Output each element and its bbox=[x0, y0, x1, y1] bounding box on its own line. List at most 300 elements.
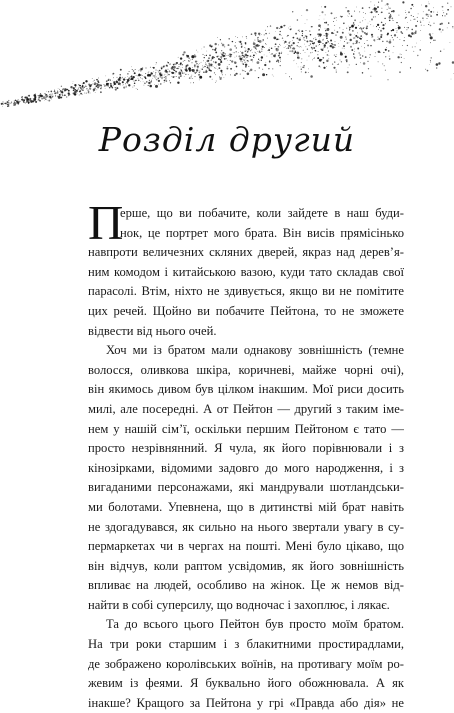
ink-dot bbox=[303, 39, 304, 40]
ink-dot bbox=[392, 20, 393, 21]
ink-dot bbox=[13, 103, 15, 105]
ink-dot bbox=[58, 96, 59, 97]
text-line: відвести від нього очей. bbox=[88, 323, 217, 338]
ink-dot bbox=[302, 33, 303, 34]
ink-dot bbox=[276, 48, 278, 50]
ink-dot bbox=[342, 32, 344, 34]
ink-dot bbox=[287, 44, 288, 45]
ink-dot bbox=[25, 102, 26, 103]
ink-dot bbox=[257, 61, 260, 64]
ink-dot bbox=[436, 63, 439, 66]
ink-dot bbox=[215, 51, 217, 53]
ink-dot bbox=[153, 75, 154, 76]
ink-dot bbox=[298, 67, 299, 68]
ink-dot bbox=[118, 84, 119, 85]
ink-dot bbox=[173, 66, 176, 69]
ink-dot bbox=[97, 79, 98, 80]
ink-dot bbox=[280, 26, 282, 28]
ink-dot bbox=[19, 101, 20, 102]
ink-dot bbox=[403, 40, 404, 41]
ink-dot bbox=[126, 87, 127, 88]
ink-dot bbox=[423, 20, 424, 21]
ink-dot bbox=[104, 85, 105, 86]
ink-dot bbox=[15, 102, 16, 103]
ink-dot bbox=[134, 72, 136, 74]
ink-dot bbox=[276, 27, 278, 29]
ink-dot bbox=[75, 93, 76, 94]
ink-dot bbox=[378, 37, 379, 38]
ink-dot bbox=[229, 64, 230, 65]
ink-dot bbox=[209, 76, 211, 78]
ink-dot bbox=[256, 53, 257, 54]
ink-dot bbox=[54, 90, 55, 91]
ink-dot bbox=[364, 32, 366, 34]
ink-dot bbox=[237, 37, 238, 38]
ink-dot bbox=[351, 49, 353, 51]
ink-dot bbox=[156, 70, 157, 71]
ink-dot bbox=[217, 37, 218, 38]
ink-dot bbox=[27, 102, 28, 103]
ink-dot bbox=[251, 50, 252, 51]
ink-dot bbox=[126, 79, 127, 80]
ink-dot bbox=[164, 77, 165, 78]
ink-dot bbox=[252, 62, 253, 63]
ink-dot bbox=[138, 74, 140, 76]
ink-dot bbox=[292, 11, 293, 12]
ink-dot bbox=[349, 29, 350, 30]
ink-dot bbox=[35, 97, 37, 99]
ink-dot bbox=[195, 66, 196, 67]
ink-dot bbox=[257, 39, 258, 40]
ink-dot bbox=[345, 37, 346, 38]
ink-dot bbox=[258, 77, 259, 78]
ink-dot bbox=[236, 47, 237, 48]
ink-dot bbox=[188, 57, 190, 59]
ink-dot bbox=[384, 65, 385, 66]
ink-dot bbox=[433, 7, 434, 8]
ink-dot bbox=[309, 31, 310, 32]
ink-dot bbox=[223, 55, 225, 57]
ink-dot bbox=[213, 61, 214, 62]
ink-dot bbox=[38, 98, 39, 99]
ink-dot bbox=[224, 46, 225, 47]
ink-dot bbox=[322, 43, 323, 44]
ink-dot bbox=[411, 15, 412, 16]
ink-dot bbox=[408, 11, 410, 13]
ink-dot bbox=[88, 89, 89, 90]
ink-dot bbox=[353, 43, 355, 45]
ink-dot bbox=[311, 41, 313, 43]
ink-dot bbox=[396, 22, 397, 23]
ink-dot bbox=[86, 93, 87, 94]
ink-dot bbox=[277, 39, 279, 41]
ink-dot bbox=[242, 63, 243, 64]
ink-dot bbox=[324, 19, 325, 20]
ink-dot bbox=[139, 69, 140, 70]
ink-dot bbox=[112, 74, 113, 75]
ink-dot bbox=[178, 57, 179, 58]
ink-dot bbox=[391, 30, 392, 31]
ink-dot bbox=[428, 14, 429, 15]
ink-dot bbox=[370, 45, 372, 47]
ink-dot bbox=[82, 83, 83, 84]
ink-dot bbox=[109, 79, 111, 81]
ink-dot bbox=[278, 46, 280, 48]
ink-dot bbox=[182, 54, 184, 56]
ink-dot bbox=[206, 65, 207, 66]
ink-dot bbox=[59, 91, 60, 92]
ink-dot bbox=[389, 20, 391, 22]
ink-dot bbox=[304, 39, 305, 40]
ink-dot bbox=[132, 87, 133, 88]
ink-dot bbox=[413, 16, 414, 17]
ink-dot bbox=[283, 25, 285, 27]
ink-dot bbox=[176, 76, 177, 77]
ink-dot bbox=[378, 38, 380, 40]
ink-dot bbox=[275, 31, 276, 32]
ink-dot bbox=[315, 37, 316, 38]
ink-dot bbox=[123, 85, 124, 86]
ink-dot bbox=[106, 83, 109, 86]
ink-dot bbox=[203, 71, 205, 73]
ink-dot bbox=[334, 61, 335, 62]
ink-dot bbox=[250, 69, 252, 71]
ink-dot bbox=[364, 43, 365, 44]
ink-dot bbox=[158, 72, 159, 73]
ink-dot bbox=[254, 40, 255, 41]
ink-dot bbox=[442, 6, 444, 8]
ink-dot bbox=[428, 24, 429, 25]
ink-dot bbox=[268, 68, 270, 70]
ink-dot bbox=[293, 48, 295, 50]
ink-dot bbox=[90, 93, 91, 94]
ink-dot bbox=[320, 27, 321, 28]
ink-dot bbox=[83, 88, 84, 89]
ink-dot bbox=[430, 25, 432, 27]
ink-dot bbox=[81, 88, 82, 89]
ink-dot bbox=[360, 62, 361, 63]
ink-dot bbox=[410, 20, 411, 21]
ink-dot bbox=[398, 27, 400, 29]
ink-dot bbox=[421, 5, 422, 6]
ink-dot bbox=[353, 53, 355, 55]
ink-dot bbox=[158, 80, 160, 82]
ink-dot bbox=[155, 72, 156, 73]
ink-dot bbox=[253, 42, 254, 43]
ink-dot bbox=[253, 54, 255, 56]
ink-dot bbox=[137, 76, 138, 77]
ink-dot bbox=[413, 6, 414, 7]
ink-dot bbox=[127, 82, 129, 84]
ink-dot bbox=[289, 50, 290, 51]
ink-dot bbox=[383, 28, 385, 30]
ink-dot bbox=[348, 16, 349, 17]
ink-dot bbox=[318, 41, 319, 42]
ink-dot bbox=[319, 39, 320, 40]
ink-dot bbox=[375, 11, 376, 12]
ink-dot bbox=[88, 91, 90, 93]
ink-dot bbox=[231, 60, 233, 62]
ink-dot bbox=[51, 99, 52, 100]
ink-dot bbox=[333, 67, 335, 69]
ink-dot bbox=[427, 14, 428, 15]
ink-dot bbox=[207, 67, 208, 68]
ink-dot bbox=[30, 100, 33, 103]
ink-dot bbox=[169, 70, 170, 71]
ink-dot bbox=[196, 50, 197, 51]
ink-dot bbox=[279, 57, 281, 59]
ink-dot bbox=[198, 68, 199, 69]
ink-dot bbox=[429, 33, 431, 35]
ink-dot bbox=[137, 89, 138, 90]
ink-dot bbox=[340, 52, 342, 54]
ink-dot bbox=[11, 102, 12, 103]
ink-dot bbox=[421, 25, 422, 26]
ink-dot bbox=[398, 25, 399, 26]
ink-dot bbox=[80, 90, 81, 91]
ink-dot bbox=[192, 59, 193, 60]
ink-dot bbox=[215, 43, 217, 45]
ink-dot bbox=[75, 86, 76, 87]
ink-dot bbox=[309, 40, 311, 42]
ink-dot bbox=[208, 63, 210, 65]
ink-dot bbox=[189, 69, 190, 70]
ink-dot bbox=[159, 74, 161, 76]
ink-dot bbox=[365, 33, 367, 35]
ink-dot bbox=[386, 41, 388, 43]
ink-dot bbox=[143, 81, 144, 82]
ink-dot bbox=[156, 64, 157, 65]
ink-dot bbox=[382, 41, 383, 42]
ink-dot bbox=[41, 95, 43, 97]
ink-dot bbox=[363, 12, 364, 13]
ink-dot bbox=[310, 75, 313, 78]
ink-dot bbox=[138, 78, 139, 79]
ink-dot bbox=[286, 42, 287, 43]
ink-dot bbox=[253, 42, 256, 45]
ink-dot bbox=[332, 63, 333, 64]
ink-dot bbox=[271, 53, 272, 54]
ink-dot bbox=[186, 64, 188, 66]
ink-dot bbox=[170, 82, 171, 83]
ink-dot bbox=[308, 69, 309, 70]
ink-dot bbox=[252, 52, 253, 53]
ink-dot bbox=[349, 34, 351, 36]
ink-dot bbox=[349, 64, 350, 65]
ink-dot bbox=[420, 40, 421, 41]
ink-dot bbox=[222, 74, 223, 75]
ink-dot bbox=[122, 77, 123, 78]
ink-dot bbox=[335, 56, 336, 57]
ink-dot bbox=[278, 60, 280, 62]
ink-dot bbox=[78, 89, 79, 90]
ink-dot bbox=[219, 67, 221, 69]
ink-dot bbox=[361, 28, 362, 29]
body-text bbox=[88, 195, 404, 713]
ink-dot bbox=[290, 47, 291, 48]
ink-dot bbox=[402, 1, 404, 3]
ink-dot bbox=[164, 80, 166, 82]
ink-dot bbox=[349, 42, 350, 43]
ink-dot bbox=[255, 52, 256, 53]
ink-dot bbox=[266, 44, 267, 45]
ink-dot bbox=[418, 14, 419, 15]
ink-dot bbox=[175, 71, 177, 73]
ink-dot bbox=[280, 59, 281, 60]
ink-dot bbox=[319, 44, 320, 45]
ink-dot bbox=[191, 62, 192, 63]
ink-dot bbox=[259, 60, 260, 61]
ink-dot bbox=[290, 26, 291, 27]
ink-dot bbox=[178, 72, 179, 73]
ink-dot bbox=[284, 47, 285, 48]
ink-dot bbox=[293, 37, 295, 39]
ink-dot bbox=[67, 89, 69, 91]
ink-dot bbox=[230, 74, 231, 75]
ink-dot bbox=[411, 29, 412, 30]
ink-dot bbox=[346, 7, 347, 8]
ink-dot bbox=[148, 73, 149, 74]
ink-dot bbox=[340, 16, 341, 17]
ink-dot bbox=[246, 38, 247, 39]
ink-dot bbox=[119, 81, 120, 82]
ink-dot bbox=[26, 99, 27, 100]
ink-dot bbox=[140, 77, 141, 78]
ink-dot bbox=[362, 37, 363, 38]
ink-dot bbox=[328, 41, 329, 42]
ink-dot bbox=[171, 76, 172, 77]
ink-dot bbox=[216, 56, 218, 58]
ink-dot bbox=[241, 46, 242, 47]
ink-dot bbox=[336, 70, 337, 71]
ink-dot bbox=[191, 75, 192, 76]
ink-dot bbox=[53, 91, 54, 92]
ink-dot bbox=[3, 104, 4, 105]
ink-dot bbox=[444, 49, 445, 50]
ink-dot bbox=[198, 64, 199, 65]
ink-dot bbox=[355, 35, 357, 37]
ink-dot bbox=[397, 56, 399, 58]
text-line: найти в собі суперсилу, що водночас і захоплює, і лякає. bbox=[88, 597, 390, 612]
ink-dot bbox=[221, 61, 222, 62]
ink-dot bbox=[249, 70, 250, 71]
ink-dot bbox=[338, 43, 339, 44]
ink-dot bbox=[63, 92, 64, 93]
ink-dot bbox=[136, 75, 137, 76]
ink-dot bbox=[437, 12, 438, 13]
ink-dot bbox=[262, 46, 264, 48]
ink-dot bbox=[243, 63, 245, 65]
ink-dot bbox=[316, 45, 317, 46]
ink-dot bbox=[90, 85, 91, 86]
ink-dot bbox=[194, 54, 195, 55]
ink-dot bbox=[442, 16, 443, 17]
ink-dot bbox=[352, 30, 354, 32]
ink-dot bbox=[129, 71, 130, 72]
ink-dot bbox=[255, 70, 256, 71]
text-line: ним комодом і китайською вазою, куди тато складав свої bbox=[88, 264, 404, 279]
ink-dot bbox=[219, 76, 220, 77]
ink-dot bbox=[258, 59, 259, 60]
ink-dot bbox=[320, 67, 321, 68]
ink-dot bbox=[229, 54, 230, 55]
ink-dot bbox=[192, 67, 193, 68]
ink-dot bbox=[290, 29, 292, 31]
ink-dot bbox=[250, 55, 252, 57]
ink-dot bbox=[363, 21, 364, 22]
ink-dot bbox=[163, 66, 164, 67]
ink-dot bbox=[391, 17, 393, 19]
ink-dot bbox=[310, 45, 311, 46]
ink-dot bbox=[430, 42, 431, 43]
ink-dot bbox=[372, 9, 373, 10]
ink-dot bbox=[311, 47, 313, 49]
ink-dot bbox=[377, 39, 378, 40]
ink-dot bbox=[284, 42, 285, 43]
ink-dot bbox=[427, 70, 429, 72]
ink-dot bbox=[178, 74, 179, 75]
ink-dot bbox=[8, 105, 9, 106]
ink-dot bbox=[311, 26, 312, 27]
ink-dot bbox=[215, 74, 216, 75]
ink-dot bbox=[176, 68, 177, 69]
ink-dot bbox=[52, 94, 53, 95]
ink-dot bbox=[353, 56, 354, 57]
ink-dot bbox=[321, 59, 322, 60]
ink-dot bbox=[381, 0, 382, 1]
ink-dot bbox=[29, 100, 30, 101]
ink-dot bbox=[294, 60, 295, 61]
ink-dot bbox=[119, 79, 120, 80]
ink-dot bbox=[181, 70, 183, 72]
ink-dot bbox=[319, 33, 321, 35]
ink-dot bbox=[54, 91, 56, 93]
ink-dot bbox=[334, 44, 335, 45]
ink-dot bbox=[453, 28, 454, 29]
ink-dot bbox=[354, 19, 356, 21]
ink-dot bbox=[39, 95, 40, 96]
ink-dot bbox=[197, 66, 199, 68]
ink-dot bbox=[182, 67, 183, 68]
ink-dot bbox=[444, 15, 445, 16]
ink-dot bbox=[180, 69, 181, 70]
ink-dot bbox=[252, 56, 253, 57]
ink-dot bbox=[3, 102, 4, 103]
ink-dot bbox=[212, 57, 213, 58]
ink-dot bbox=[169, 71, 170, 72]
ink-dot bbox=[302, 67, 303, 68]
ink-dot bbox=[323, 67, 325, 69]
ink-dot bbox=[442, 29, 443, 30]
ink-dot bbox=[191, 76, 192, 77]
ink-dot bbox=[144, 82, 146, 84]
ink-dot bbox=[291, 50, 293, 52]
ink-dot bbox=[301, 47, 302, 48]
ink-dot bbox=[234, 45, 235, 46]
ink-dot bbox=[63, 90, 64, 91]
ink-dot bbox=[169, 80, 170, 81]
ink-dot bbox=[336, 54, 337, 55]
ink-dot bbox=[369, 57, 370, 58]
ink-dot bbox=[7, 106, 8, 107]
ink-dot bbox=[188, 60, 189, 61]
ink-dot bbox=[158, 71, 159, 72]
ink-dot bbox=[144, 85, 145, 86]
ink-dot bbox=[126, 86, 127, 87]
ink-dot bbox=[400, 27, 401, 28]
ink-dot bbox=[168, 74, 169, 75]
ink-dot bbox=[116, 81, 117, 82]
